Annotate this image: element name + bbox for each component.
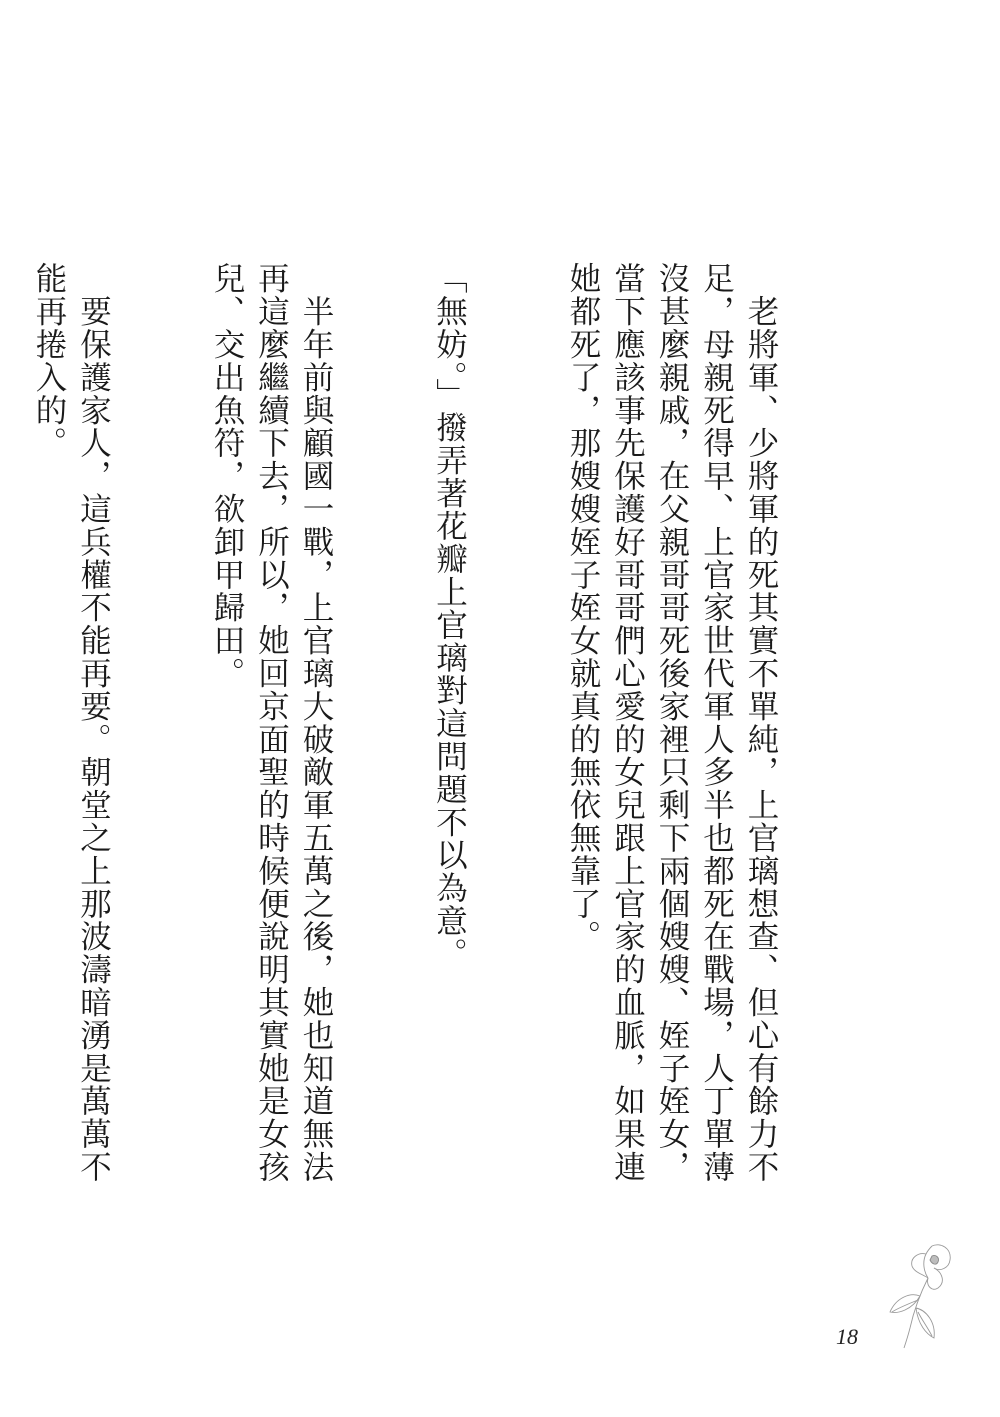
paragraph: 「無妨。」撥弄著花瓣上官璃對這問題不以為意。 [431,262,468,971]
paragraph: 要保護家人，這兵權不能再要。朝堂之上那波濤暗湧是萬萬不能再捲入的。 [31,262,112,1184]
paragraph: 半年前與顧國一戰，上官璃大破敵軍五萬之後，她也知道無法再這麼繼續下去，所以，她回京面聖的時候便說明其實她是女孩兒、交出魚符，欲卸甲歸田。 [209,262,334,1184]
flower-decoration-icon [880,1238,962,1350]
paragraph: 老將軍、少將軍的死其實不單純，上官璃想查、但心有餘力不足，母親死得早、上官家世代軍人多半也都死在戰場，人丁單薄沒甚麼親戚，在父親哥哥死後家裡只剩下兩個嫂嫂、姪子姪女，當下應該事先保護好哥哥們心愛的女兒跟上官家的血脈，如果連她都死了，那嫂嫂姪子姪女就真的無依無靠了。 [565,262,779,1184]
page-number: 18 [836,1324,858,1349]
vertical-text-body [0,262,872,1202]
